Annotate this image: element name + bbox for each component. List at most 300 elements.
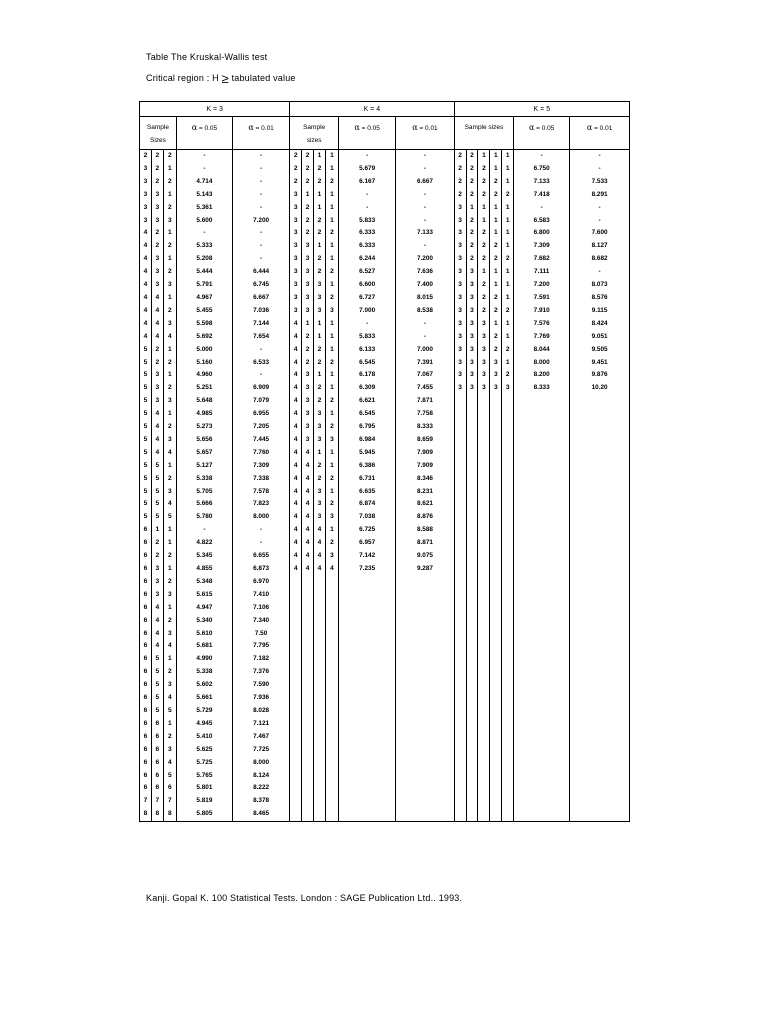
critical-value-cell: 7.795	[232, 640, 289, 653]
sample-size-cell: 3	[314, 292, 326, 305]
empty-cell	[290, 628, 302, 641]
empty-cell	[302, 718, 314, 731]
critical-value-cell: 7.067	[396, 369, 454, 382]
empty-cell	[290, 705, 302, 718]
empty-cell	[514, 576, 570, 589]
kruskal-wallis-table	[139, 101, 630, 822]
sample-size-cell: 2	[466, 253, 478, 266]
sample-size-cell: 3	[454, 266, 466, 279]
empty-cell	[454, 692, 466, 705]
sample-size-cell: 2	[151, 537, 163, 550]
critical-value-cell: 8.333	[514, 382, 570, 395]
empty-cell	[502, 692, 514, 705]
critical-value-cell: 8.000	[514, 357, 570, 370]
table-row	[140, 447, 630, 460]
sample-size-cell: 2	[325, 266, 338, 279]
sample-size-cell: 4	[290, 421, 302, 434]
sample-size-cell: 1	[151, 524, 163, 537]
empty-cell	[570, 421, 630, 434]
critical-value-cell: 6.984	[339, 434, 396, 447]
sample-size-cell: 3	[290, 266, 302, 279]
table-row	[140, 808, 630, 821]
critical-value-cell: 6.970	[232, 576, 289, 589]
empty-cell	[570, 473, 630, 486]
critical-value-cell: -	[514, 202, 570, 215]
empty-cell	[490, 744, 502, 757]
empty-cell	[514, 563, 570, 576]
sample-size-cell: 3	[454, 292, 466, 305]
critical-value-cell: 5.819	[176, 795, 232, 808]
sample-size-cell: 3	[302, 382, 314, 395]
sample-size-cell: 2	[502, 253, 514, 266]
sample-size-cell: 6	[140, 744, 152, 757]
critical-value-cell: 5.681	[176, 640, 232, 653]
empty-cell	[502, 718, 514, 731]
sample-size-cell: 4	[302, 550, 314, 563]
source-citation: Kanji. Gopal K. 100 Statistical Tests. London : SAGE Publication Ltd.. 1993.	[146, 893, 463, 903]
empty-cell	[314, 718, 326, 731]
sample-size-cell: 3	[478, 331, 490, 344]
critical-value-cell: 8.424	[570, 318, 630, 331]
sample-size-cell: 4	[151, 408, 163, 421]
sample-size-cell: 3	[454, 305, 466, 318]
critical-value-cell: 5.725	[176, 757, 232, 770]
critical-value-cell: 6.909	[232, 382, 289, 395]
k5-alpha-005-header	[514, 117, 570, 150]
empty-cell	[314, 589, 326, 602]
table-row	[140, 692, 630, 705]
sample-size-cell: 2	[314, 357, 326, 370]
table-row	[140, 589, 630, 602]
sample-size-cell: 1	[163, 524, 176, 537]
empty-cell	[290, 757, 302, 770]
critical-value-cell: -	[396, 331, 454, 344]
sample-size-cell: 6	[140, 666, 152, 679]
table-row	[140, 640, 630, 653]
empty-cell	[454, 434, 466, 447]
empty-cell	[325, 628, 338, 641]
empty-cell	[466, 473, 478, 486]
sample-size-cell: 3	[325, 550, 338, 563]
empty-cell	[466, 524, 478, 537]
empty-cell	[325, 666, 338, 679]
empty-cell	[466, 640, 478, 653]
empty-cell	[514, 666, 570, 679]
sample-size-cell: 8	[163, 808, 176, 821]
empty-cell	[290, 744, 302, 757]
critical-value-cell: 8.000	[232, 757, 289, 770]
empty-cell	[290, 718, 302, 731]
critical-value-cell: 5.666	[176, 498, 232, 511]
sample-size-cell: 6	[140, 640, 152, 653]
empty-cell	[466, 744, 478, 757]
empty-cell	[466, 589, 478, 602]
empty-cell	[339, 770, 396, 783]
sample-size-cell: 3	[151, 266, 163, 279]
empty-cell	[454, 640, 466, 653]
sample-size-cell: 4	[314, 537, 326, 550]
empty-cell	[454, 795, 466, 808]
sample-size-cell: 2	[466, 150, 478, 163]
critical-value-cell: 7.000	[396, 344, 454, 357]
sample-size-cell: 4	[163, 498, 176, 511]
empty-cell	[502, 563, 514, 576]
empty-cell	[490, 718, 502, 731]
critical-value-cell: 6.527	[339, 266, 396, 279]
empty-cell	[454, 473, 466, 486]
critical-value-cell: 7.142	[339, 550, 396, 563]
sample-size-cell: 4	[290, 344, 302, 357]
sample-size-cell: 4	[302, 524, 314, 537]
critical-value-cell: 7.769	[514, 331, 570, 344]
sample-size-cell: 6	[140, 782, 152, 795]
empty-cell	[514, 770, 570, 783]
empty-cell	[339, 602, 396, 615]
sample-size-cell: 3	[290, 202, 302, 215]
critical-value-cell: 5.340	[176, 615, 232, 628]
critical-value-cell: 5.251	[176, 382, 232, 395]
empty-cell	[396, 692, 454, 705]
empty-cell	[325, 795, 338, 808]
sample-size-cell: 1	[502, 176, 514, 189]
critical-value-cell: 5.127	[176, 460, 232, 473]
critical-value-cell: 8.682	[570, 253, 630, 266]
critical-value-cell: 5.600	[176, 215, 232, 228]
sample-size-cell: 1	[478, 202, 490, 215]
empty-cell	[502, 679, 514, 692]
sample-size-cell: 2	[478, 240, 490, 253]
sample-size-cell: 3	[314, 279, 326, 292]
empty-cell	[490, 615, 502, 628]
critical-value-cell: 5.692	[176, 331, 232, 344]
sample-size-cell: 3	[466, 266, 478, 279]
empty-cell	[454, 705, 466, 718]
sample-size-cell: 5	[151, 498, 163, 511]
sample-size-cell: 6	[140, 757, 152, 770]
empty-cell	[490, 434, 502, 447]
sample-size-cell: 3	[466, 305, 478, 318]
k5-header: K = 5	[454, 102, 629, 117]
empty-cell	[502, 576, 514, 589]
critical-value-cell: 8.871	[396, 537, 454, 550]
empty-cell	[514, 434, 570, 447]
sample-size-cell: 2	[163, 731, 176, 744]
sample-size-cell: 1	[325, 189, 338, 202]
sample-size-cell: 4	[290, 537, 302, 550]
empty-cell	[290, 770, 302, 783]
sample-size-cell: 3	[314, 305, 326, 318]
empty-cell	[514, 421, 570, 434]
sample-size-cell: 2	[325, 498, 338, 511]
critical-value-cell: -	[396, 240, 454, 253]
critical-value-cell: 6.444	[232, 266, 289, 279]
empty-cell	[478, 395, 490, 408]
sample-size-cell: 1	[478, 150, 490, 163]
table-row	[140, 382, 630, 395]
empty-cell	[570, 434, 630, 447]
table-row	[140, 615, 630, 628]
empty-cell	[570, 628, 630, 641]
table-row	[140, 150, 630, 163]
sample-size-cell: 1	[502, 163, 514, 176]
critical-value-cell: 5.610	[176, 628, 232, 641]
sample-size-cell: 3	[314, 421, 326, 434]
sample-size-cell: 3	[290, 292, 302, 305]
table-row	[140, 227, 630, 240]
sample-size-cell: 1	[163, 189, 176, 202]
empty-cell	[514, 653, 570, 666]
table-row	[140, 395, 630, 408]
sample-size-cell: 3	[151, 215, 163, 228]
table-row	[140, 511, 630, 524]
empty-cell	[454, 537, 466, 550]
sample-size-cell: 3	[466, 292, 478, 305]
sample-size-cell: 2	[478, 227, 490, 240]
sample-size-cell: 6	[140, 692, 152, 705]
empty-cell	[490, 589, 502, 602]
sample-size-cell: 1	[314, 202, 326, 215]
critical-value-cell: 7.654	[232, 331, 289, 344]
table-row	[140, 253, 630, 266]
empty-cell	[490, 524, 502, 537]
sample-size-cell: 1	[163, 163, 176, 176]
sample-size-cell: 2	[163, 150, 176, 163]
empty-cell	[396, 628, 454, 641]
sample-size-cell: 5	[140, 473, 152, 486]
empty-cell	[490, 576, 502, 589]
critical-value-cell: 7.455	[396, 382, 454, 395]
empty-cell	[490, 653, 502, 666]
empty-cell	[314, 628, 326, 641]
empty-cell	[490, 447, 502, 460]
sample-size-cell: 1	[325, 150, 338, 163]
table-row	[140, 369, 630, 382]
empty-cell	[396, 679, 454, 692]
k4-sample-sizes-header	[290, 117, 339, 150]
k3-header: K = 3	[140, 102, 290, 117]
sample-size-cell: 2	[163, 473, 176, 486]
empty-cell	[570, 447, 630, 460]
critical-value-cell: 7.133	[514, 176, 570, 189]
critical-value-cell: 7.133	[396, 227, 454, 240]
sample-size-cell: 2	[454, 150, 466, 163]
empty-cell	[502, 395, 514, 408]
critical-value-cell: 8.015	[396, 292, 454, 305]
k3-alpha-001-header	[232, 117, 289, 150]
empty-cell	[314, 653, 326, 666]
critical-value-cell: 8.576	[570, 292, 630, 305]
critical-value-cell: -	[232, 163, 289, 176]
critical-value-cell: 6.955	[232, 408, 289, 421]
critical-value-cell: 7.418	[514, 189, 570, 202]
empty-cell	[302, 679, 314, 692]
sample-size-cell: 4	[140, 305, 152, 318]
sample-size-cell: 1	[314, 331, 326, 344]
sample-size-cell: 2	[302, 202, 314, 215]
sample-size-cell: 1	[490, 215, 502, 228]
empty-cell	[514, 486, 570, 499]
critical-value-cell: 8.346	[396, 473, 454, 486]
table-row	[140, 602, 630, 615]
sample-size-cell: 2	[466, 176, 478, 189]
sample-size-cell: 2	[314, 382, 326, 395]
critical-value-cell: 7.106	[232, 602, 289, 615]
critical-value-cell: -	[396, 150, 454, 163]
empty-cell	[478, 486, 490, 499]
sample-size-cell: 1	[325, 215, 338, 228]
sample-size-cell: 3	[290, 189, 302, 202]
sample-size-cell: 3	[314, 498, 326, 511]
empty-cell	[570, 602, 630, 615]
k5-sample-sizes-header: Sample sizes	[454, 117, 514, 150]
critical-value-cell: 7.578	[232, 486, 289, 499]
empty-cell	[490, 679, 502, 692]
empty-cell	[466, 679, 478, 692]
empty-cell	[502, 602, 514, 615]
critical-value-cell: 7.338	[232, 473, 289, 486]
empty-cell	[325, 744, 338, 757]
sample-size-cell: 3	[490, 357, 502, 370]
empty-cell	[454, 628, 466, 641]
sample-size-cell: 2	[302, 357, 314, 370]
sample-size-cell: 1	[502, 202, 514, 215]
table-row	[140, 782, 630, 795]
critical-value-cell: 7.205	[232, 421, 289, 434]
sample-size-cell: 1	[163, 460, 176, 473]
empty-cell	[514, 537, 570, 550]
empty-cell	[514, 679, 570, 692]
empty-cell	[478, 498, 490, 511]
sample-size-cell: 4	[290, 473, 302, 486]
empty-cell	[466, 447, 478, 460]
sample-size-cell: 6	[140, 602, 152, 615]
critical-value-cell: 7.144	[232, 318, 289, 331]
sample-size-cell: 3	[163, 486, 176, 499]
critical-value-cell: 8.876	[396, 511, 454, 524]
sample-size-cell: 2	[325, 176, 338, 189]
table-row	[140, 498, 630, 511]
critical-value-cell: 9.051	[570, 331, 630, 344]
critical-value-cell: 7.576	[514, 318, 570, 331]
empty-cell	[490, 563, 502, 576]
critical-value-cell: 7.50	[232, 628, 289, 641]
empty-cell	[502, 615, 514, 628]
sample-size-cell: 1	[314, 189, 326, 202]
empty-cell	[490, 511, 502, 524]
empty-cell	[570, 744, 630, 757]
empty-cell	[570, 731, 630, 744]
sample-size-cell: 3	[490, 382, 502, 395]
empty-cell	[570, 666, 630, 679]
sample-size-cell: 2	[151, 240, 163, 253]
empty-cell	[454, 486, 466, 499]
sample-size-cell: 2	[151, 227, 163, 240]
critical-value-cell: 5.801	[176, 782, 232, 795]
empty-cell	[466, 421, 478, 434]
sample-size-cell: 4	[290, 511, 302, 524]
critical-value-cell: 7.758	[396, 408, 454, 421]
empty-cell	[490, 602, 502, 615]
sample-size-cell: 5	[140, 421, 152, 434]
critical-value-cell: 6.309	[339, 382, 396, 395]
table-row	[140, 189, 630, 202]
sample-size-cell: 5	[140, 498, 152, 511]
sizes-label: Sizes	[150, 137, 166, 144]
sample-size-cell: 2	[478, 253, 490, 266]
sample-size-cell: 4	[290, 447, 302, 460]
critical-value-cell: 7.445	[232, 434, 289, 447]
empty-cell	[314, 770, 326, 783]
sample-size-cell: 5	[151, 653, 163, 666]
sample-size-cell: 4	[302, 447, 314, 460]
empty-cell	[454, 666, 466, 679]
critical-value-cell: 5.143	[176, 189, 232, 202]
empty-cell	[466, 576, 478, 589]
table-row	[140, 331, 630, 344]
critical-value-cell: 6.667	[396, 176, 454, 189]
critical-value-cell: 6.667	[232, 292, 289, 305]
table-row	[140, 770, 630, 783]
sample-size-cell: 3	[302, 434, 314, 447]
empty-cell	[478, 563, 490, 576]
sample-size-cell: 4	[151, 615, 163, 628]
empty-cell	[502, 486, 514, 499]
critical-value-cell: 8.028	[232, 705, 289, 718]
sample-size-cell: 4	[290, 369, 302, 382]
empty-cell	[396, 795, 454, 808]
critical-value-cell: 7.467	[232, 731, 289, 744]
table-row	[140, 460, 630, 473]
empty-cell	[454, 744, 466, 757]
empty-cell	[490, 486, 502, 499]
sample-size-cell: 2	[151, 344, 163, 357]
empty-cell	[570, 757, 630, 770]
empty-cell	[396, 744, 454, 757]
sample-size-cell: 3	[140, 215, 152, 228]
sample-size-cell: 4	[151, 628, 163, 641]
critical-value-cell: 7.936	[232, 692, 289, 705]
sample-size-cell: 3	[151, 369, 163, 382]
empty-cell	[325, 782, 338, 795]
sample-size-cell: 2	[163, 202, 176, 215]
empty-cell	[478, 589, 490, 602]
empty-cell	[478, 602, 490, 615]
sample-size-cell: 2	[302, 344, 314, 357]
empty-cell	[302, 770, 314, 783]
empty-cell	[478, 447, 490, 460]
empty-cell	[302, 782, 314, 795]
empty-cell	[570, 524, 630, 537]
empty-cell	[502, 705, 514, 718]
sample-size-cell: 1	[490, 279, 502, 292]
critical-value-cell: -	[570, 215, 630, 228]
empty-cell	[502, 808, 514, 821]
empty-cell	[290, 615, 302, 628]
empty-cell	[490, 550, 502, 563]
alpha-001-label: = 0.01	[417, 125, 438, 132]
critical-value-cell: 7.591	[514, 292, 570, 305]
empty-cell	[502, 757, 514, 770]
sample-size-cell: 4	[314, 563, 326, 576]
empty-cell	[314, 795, 326, 808]
sample-size-cell: 3	[466, 369, 478, 382]
critical-value-cell: 8.044	[514, 344, 570, 357]
empty-cell	[514, 473, 570, 486]
empty-cell	[514, 524, 570, 537]
critical-value-cell: 7.910	[514, 305, 570, 318]
empty-cell	[502, 460, 514, 473]
sample-size-cell: 2	[454, 176, 466, 189]
